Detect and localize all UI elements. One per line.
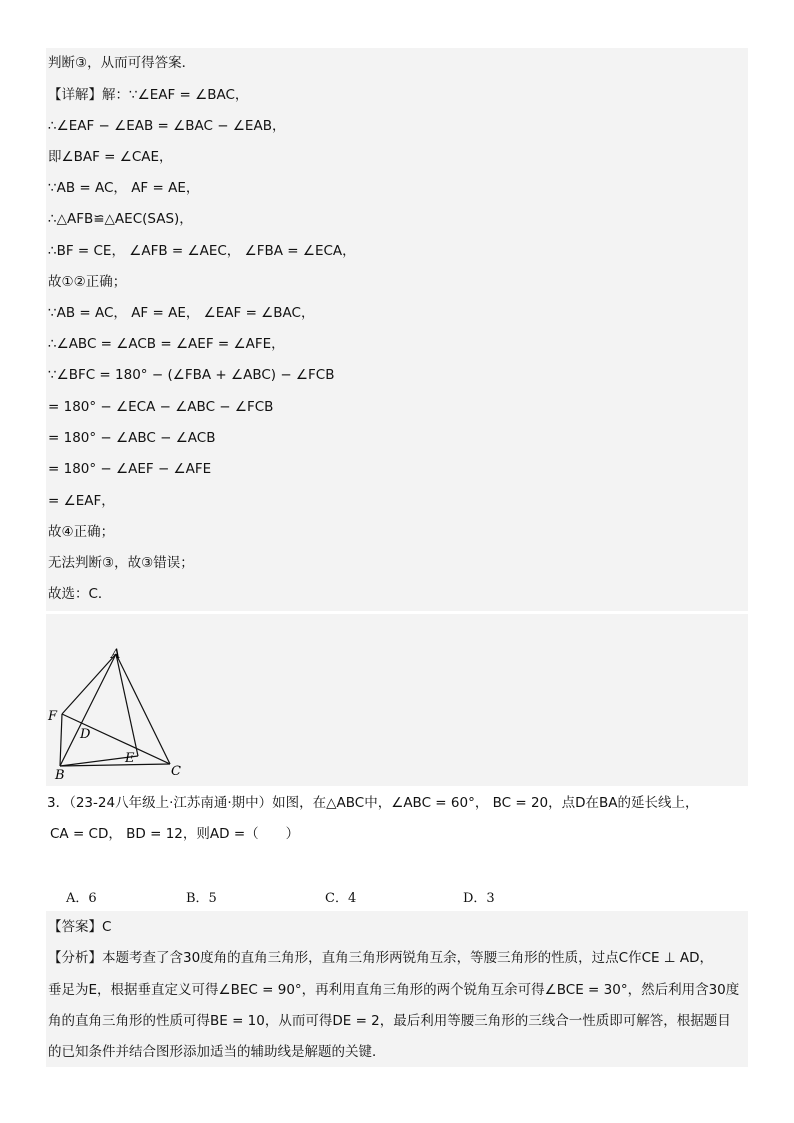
solution-line: ∴∠ABC = ∠ACB = ∠AEF = ∠AFE， [48, 336, 285, 352]
option-b: B．5 [186, 891, 217, 906]
solution-line: ∵AB = AC， AF = AE， ∠EAF = ∠BAC， [48, 305, 315, 321]
option-c: C．4 [325, 891, 357, 906]
triangle-figure [46, 614, 748, 786]
solution-line: = ∠EAF， [48, 493, 115, 509]
solution-line: 判断③，从而可得答案． [48, 55, 196, 71]
option-a: A．6 [66, 891, 97, 906]
answer-line: 【答案】C [48, 919, 112, 935]
segment-ac [116, 654, 170, 764]
solution-line: = 180° − ∠ECA − ∠ABC − ∠FCB [48, 399, 274, 415]
solution-line: ∴BF = CE， ∠AFB = ∠AEC， ∠FBA = ∠ECA， [48, 243, 356, 259]
question-line: 3．（23-24八年级上·江苏南通·期中）如图，在△ABC中，∠ABC = 60°， BC = 20，点D在BA的延长线上， [47, 795, 699, 811]
figure-block [46, 614, 748, 786]
solution-line: = 180° − ∠AEF − ∠AFE [48, 461, 212, 477]
segment-ab [60, 654, 116, 766]
analysis-line: 【分析】本题考查了含30度角的直角三角形，直角三角形两锐角互余，等腰三角形的性质，过点C作CE ⊥ AD， [48, 950, 714, 966]
answer-block [46, 911, 748, 1067]
solution-line: 故①②正确； [48, 274, 127, 290]
segment-fb [60, 714, 62, 766]
solution-line: 即∠BAF = ∠CAE， [48, 149, 173, 165]
label-e: E [125, 751, 135, 766]
option-d: D．3 [463, 891, 495, 906]
solution-line: ∵AB = AC， AF = AE， [48, 180, 200, 196]
solution-line: 故选：C． [48, 586, 112, 602]
question-line: CA = CD， BD = 12，则AD =（ ） [50, 826, 300, 842]
solution-line: ∵∠BFC = 180° − (∠FBA + ∠ABC) − ∠FCB [48, 367, 335, 383]
analysis-line: 垂足为E，根据垂直定义可得∠BEC = 90°，再利用直角三角形的两个锐角互余可得∠BCE = 30°，然后利用含30度 [48, 982, 740, 998]
label-c: C [171, 764, 181, 779]
label-d: D [80, 727, 91, 742]
label-f: F [48, 709, 58, 724]
solution-line: 故④正确； [48, 524, 115, 540]
solution-line: = 180° − ∠ABC − ∠ACB [48, 430, 216, 446]
label-a: A [111, 647, 121, 662]
solution-block [46, 48, 748, 611]
analysis-line: 角的直角三角形的性质可得BE = 10，从而可得DE = 2，最后利用等腰三角形的三线合一性质即可解答，根据题目 [48, 1013, 731, 1029]
solution-line: ∴△AFB≌△AEC(SAS)， [48, 211, 193, 227]
solution-line: 【详解】解：∵∠EAF = ∠BAC， [48, 87, 249, 103]
label-b: B [55, 768, 65, 783]
segment-fc [62, 714, 170, 764]
analysis-line: 的已知条件并结合图形添加适当的辅助线是解题的关键． [48, 1044, 386, 1060]
solution-line: ∴∠EAF − ∠EAB = ∠BAC − ∠EAB， [48, 118, 286, 134]
segment-af [62, 654, 116, 714]
solution-line: 无法判断③，故③错误； [48, 555, 194, 571]
